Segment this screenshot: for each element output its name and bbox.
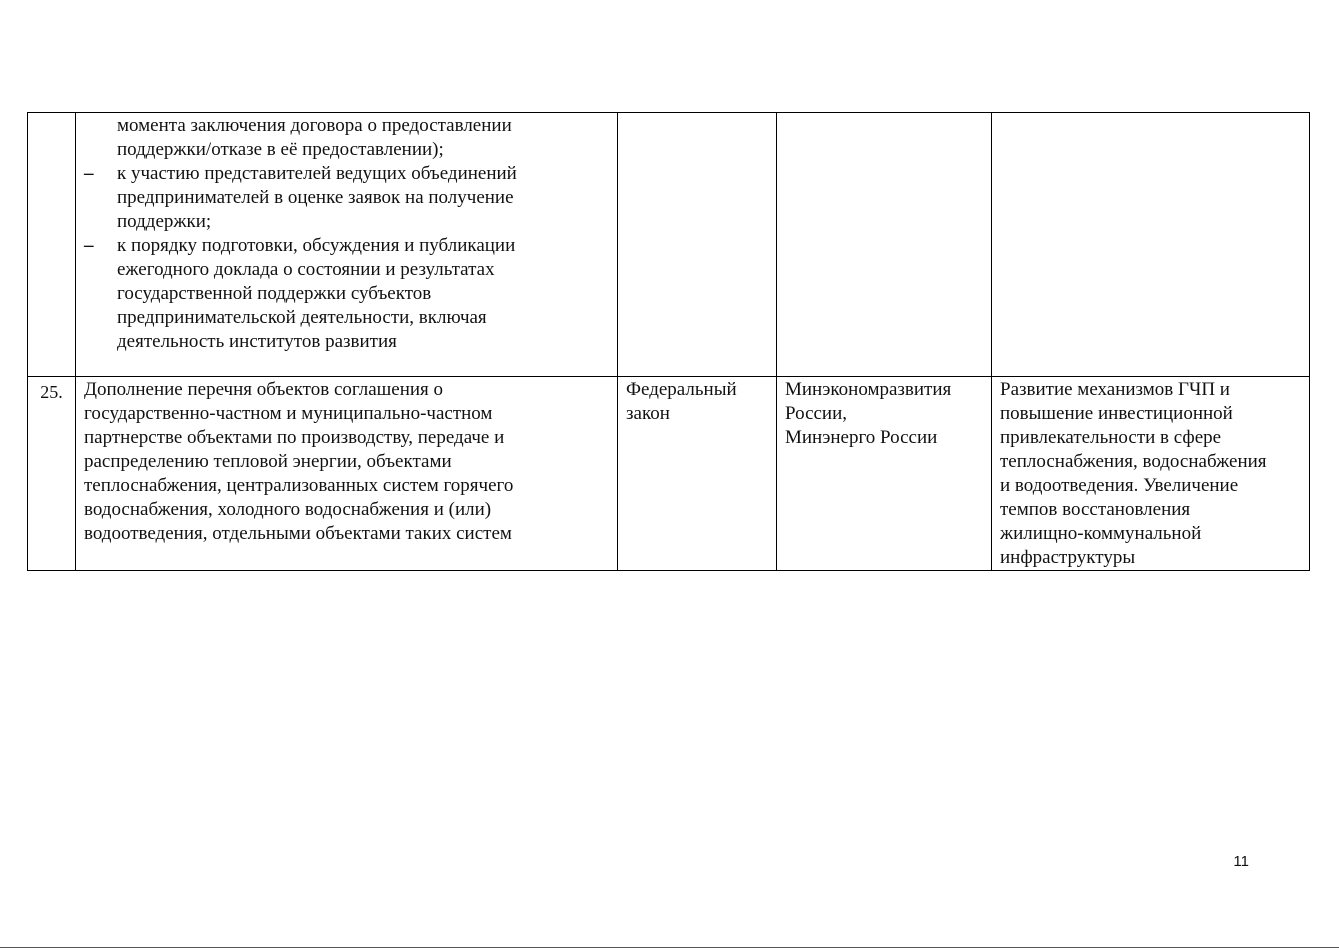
cell-result-empty (992, 113, 1310, 377)
cell-document-type (618, 377, 777, 571)
text-line: Минэкономразвития (785, 379, 952, 400)
text-line: Минэнерго России (785, 427, 938, 448)
dash-bullet-icon: – (84, 163, 94, 184)
text-line: предпринимательской деятельности, включая (117, 307, 487, 328)
text-line: поддержки; (117, 211, 212, 232)
text-line: ежегодного доклада о состоянии и результатах (117, 259, 495, 280)
table-row-25 (28, 377, 1310, 571)
text-line: теплоснабжения, централизованных систем горячего (84, 475, 514, 496)
text-line: партнерстве объектами по производству, передаче и (84, 427, 505, 448)
text-line: Развитие механизмов ГЧП и (1000, 379, 1230, 400)
text-line: России, (785, 403, 848, 424)
text-line: привлекательности в сфере (1000, 427, 1222, 448)
text-line: деятельность институтов развития (117, 331, 397, 352)
measures-table (27, 112, 1310, 571)
text-line: водоснабжения, холодного водоснабжения и (или) (84, 499, 492, 520)
text-line: Федеральный (626, 379, 737, 400)
cell-type-empty (618, 113, 777, 377)
text-line: и водоотведения. Увеличение (1000, 475, 1239, 496)
cell-expected-result (992, 377, 1310, 571)
text-line: водоотведения, отдельными объектами таких систем (84, 523, 512, 544)
cell-responsible-agency (777, 377, 992, 571)
bullet-item (84, 162, 609, 234)
dash-bullet-icon: – (84, 235, 94, 256)
text-line: инфраструктуры (1000, 547, 1136, 568)
cell-row-number: 25. (28, 377, 76, 571)
bullet-item (84, 234, 609, 354)
text-line: поддержки/отказе в её предоставлении); (117, 139, 444, 160)
text-line: государственной поддержки субъектов (117, 283, 432, 304)
text-line: к порядку подготовки, обсуждения и публикации (117, 235, 516, 256)
text-line: к участию представителей ведущих объединений (117, 163, 517, 184)
page-bottom-divider (0, 947, 1339, 948)
text-line: повышение инвестиционной (1000, 403, 1233, 424)
text-line: теплоснабжения, водоснабжения (1000, 451, 1267, 472)
page-number: 11 (1233, 853, 1249, 870)
table-row-continued (28, 113, 1310, 377)
continued-intro (84, 114, 609, 162)
cell-agency-empty (777, 113, 992, 377)
text-line: момента заключения договора о предоставлении (117, 115, 512, 136)
cell-number-empty (28, 113, 76, 377)
text-line: жилищно-коммунальной (1000, 523, 1202, 544)
text-line: предпринимателей в оценке заявок на получение (117, 187, 514, 208)
text-line: Дополнение перечня объектов соглашения о (84, 379, 444, 400)
text-line: закон (626, 403, 670, 424)
cell-description (76, 377, 618, 571)
text-line: распределению тепловой энергии, объектами (84, 451, 452, 472)
text-line: темпов восстановления (1000, 499, 1191, 520)
text-line: государственно-частном и муниципально-частном (84, 403, 493, 424)
cell-description-continued (76, 113, 618, 377)
